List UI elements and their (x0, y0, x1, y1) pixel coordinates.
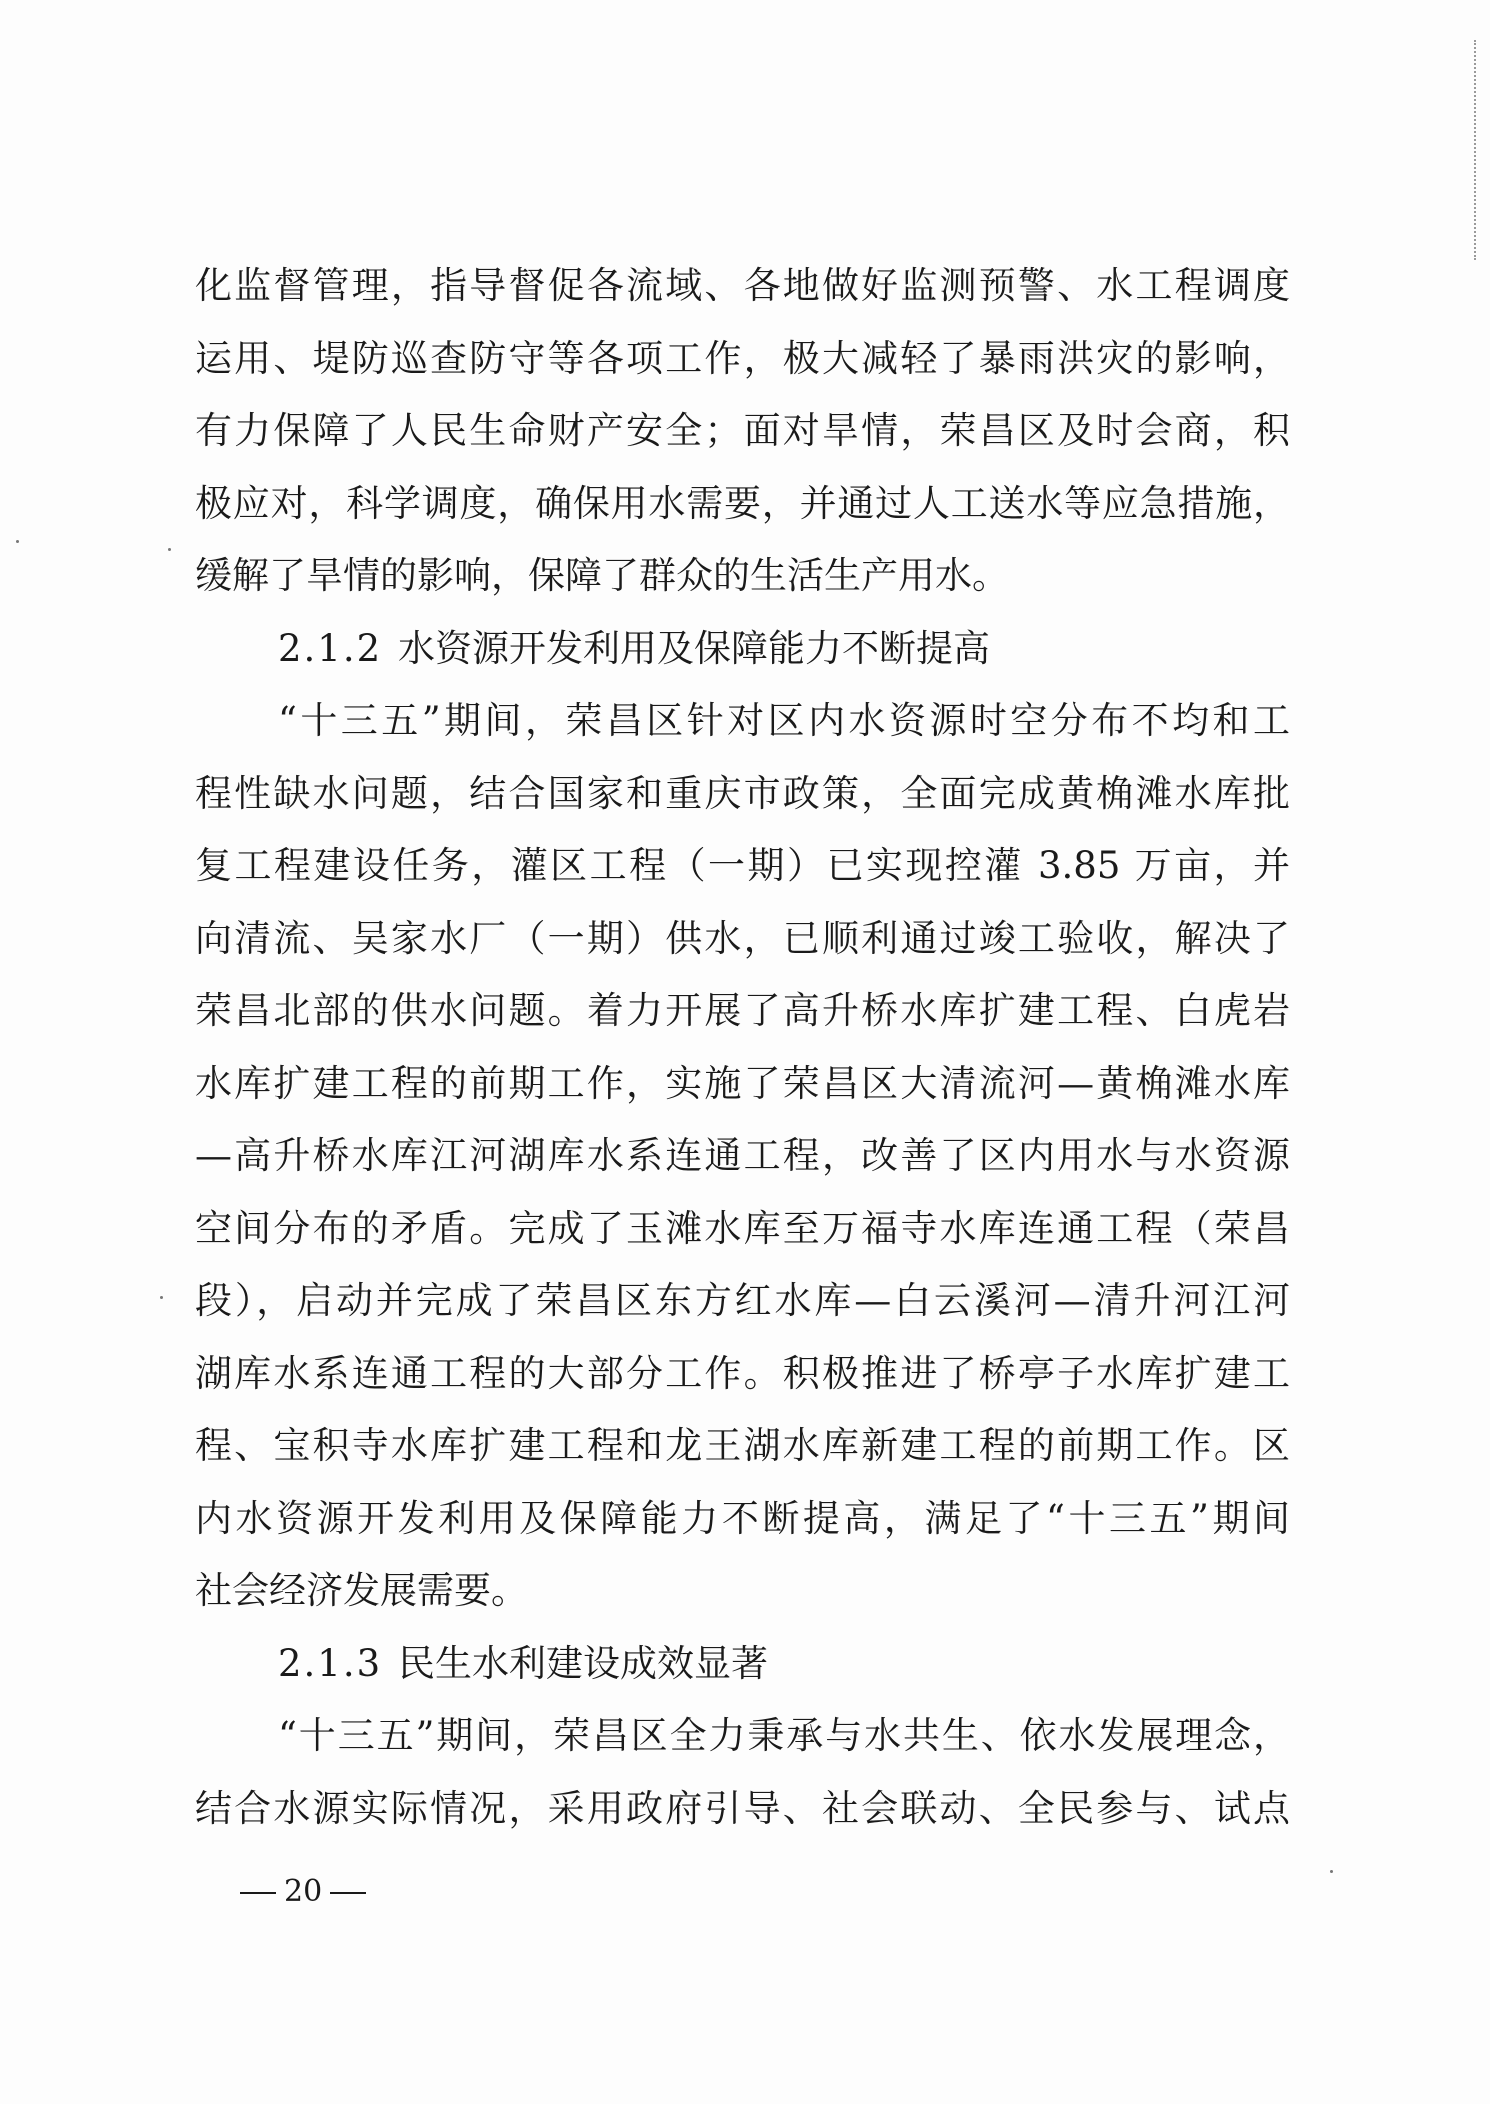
paragraph-line: 缓解了旱情的影响，保障了群众的生活生产用水。 (195, 554, 1009, 597)
page-number-footer (232, 1872, 374, 1912)
page-number: 20 (284, 1874, 323, 1909)
section-title: 民生水利建设成效显著 (398, 1641, 768, 1685)
paragraph-line: 向清流、吴家水厂（一期）供水，已顺利通过竣工验收，解决了 (195, 916, 1290, 960)
section-heading-2-1-2 (195, 613, 1290, 686)
paragraph-line: 内水资源开发利用及保障能力不断提高，满足了“十三五”期间 (195, 1496, 1290, 1540)
paragraph-line: 程性缺水问题，结合国家和重庆市政策，全面完成黄桷滩水库批 (195, 771, 1290, 815)
dash-left (240, 1892, 276, 1894)
paragraph-line: 运用、堤防巡查防守等各项工作，极大减轻了暴雨洪灾的影响， (195, 336, 1290, 380)
paragraph-line: 程、宝积寺水库扩建工程和龙王湖水库新建工程的前期工作。区 (195, 1424, 1290, 1467)
paragraph-line: 化监督管理，指导督促各流域、各地做好监测预警、水工程调度 (195, 264, 1290, 307)
section-number: 2.1.3 (278, 1641, 383, 1685)
dash-right (330, 1892, 366, 1894)
paragraph-line: 水库扩建工程的前期工作，实施了荣昌区大清流河—黄桷滩水库 (195, 1061, 1290, 1105)
paragraph-line: 有力保障了人民生命财产安全；面对旱情，荣昌区及时会商，积 (195, 409, 1290, 452)
scan-speck (16, 540, 19, 543)
paragraph-line: 结合水源实际情况，采用政府引导、社会联动、全民参与、试点 (195, 1786, 1290, 1830)
section-number: 2.1.2 (278, 626, 383, 670)
paragraph-line: 荣昌北部的供水问题。着力开展了高升桥水库扩建工程、白虎岩 (195, 989, 1290, 1032)
paragraph-line: 段），启动并完成了荣昌区东方红水库—白云溪河—清升河江河 (195, 1279, 1290, 1322)
scan-speck (168, 548, 171, 551)
scan-speck (1330, 1870, 1333, 1873)
paragraph-line: 复工程建设任务，灌区工程（一期）已实现控灌 3.85 万亩，并 (195, 844, 1290, 887)
scan-speck (160, 1296, 163, 1299)
scan-edge-mark (1471, 40, 1476, 260)
paragraph-line: 空间分布的矛盾。完成了玉滩水库至万福寺水库连通工程（荣昌 (195, 1206, 1290, 1250)
paragraph-line: “十三五”期间，荣昌区全力秉承与水共生、依水发展理念， (278, 1714, 1290, 1757)
body-text (195, 250, 1290, 1845)
section-title: 水资源开发利用及保障能力不断提高 (398, 626, 990, 670)
paragraph-line: —高升桥水库江河湖库水系连通工程，改善了区内用水与水资源 (195, 1134, 1290, 1177)
section-heading-2-1-3 (195, 1628, 1290, 1701)
paragraph-line: 湖库水系连通工程的大部分工作。积极推进了桥亭子水库扩建工 (195, 1351, 1290, 1395)
paragraph-line: 极应对，科学调度，确保用水需要，并通过人工送水等应急措施， (195, 481, 1290, 525)
paragraph-line: 社会经济发展需要。 (195, 1569, 528, 1612)
paragraph-line: “十三五”期间，荣昌区针对区内水资源时空分布不均和工 (278, 699, 1290, 742)
